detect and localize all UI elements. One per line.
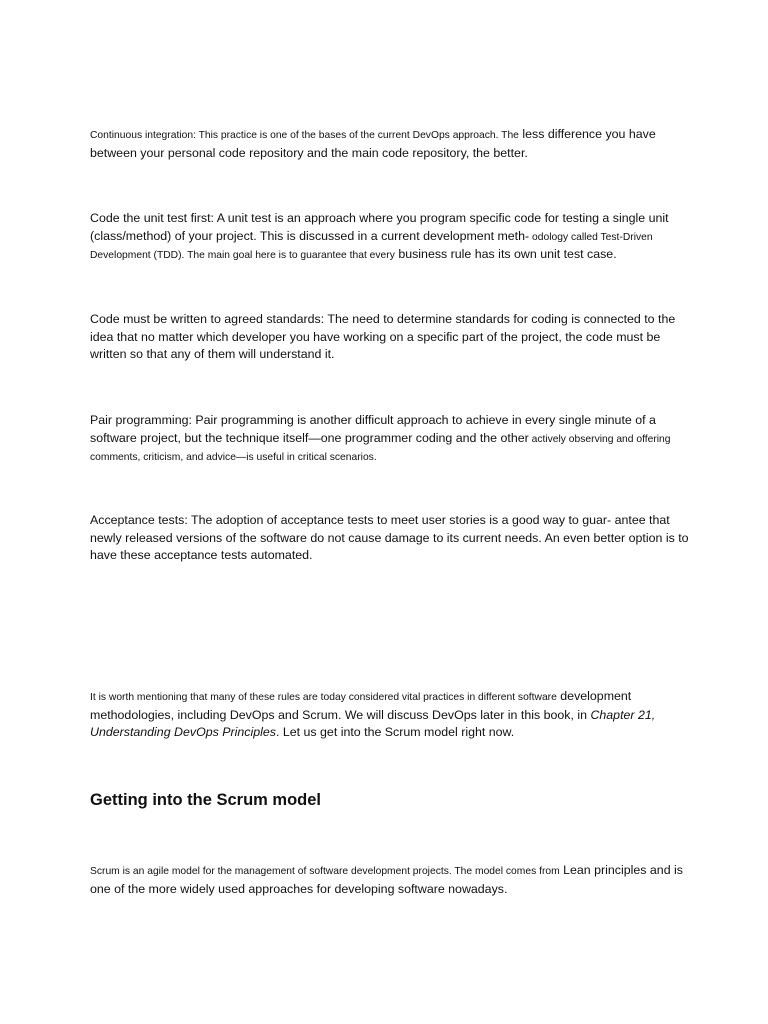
paragraph-text: less difference you have between your personal code repository and the main code repository, the better.: [90, 127, 656, 160]
paragraph-text-small: Continuous integration: This practice is one of the bases of the current DevOps approach. The: [90, 130, 519, 141]
paragraph-text: business rule has its own unit test case.: [394, 247, 617, 261]
paragraph-text: Pair programming: Pair programming is another difficult approach to achieve in every single minute of a software project, but the technique itself—one programmer coding and the other: [90, 413, 656, 445]
paragraph-text-small: It is worth mentioning that many of these rules are today considered vital practices in different software: [90, 692, 557, 703]
paragraph-pair-programming: [90, 412, 690, 467]
chapter-reference: Chapter 21, Understanding DevOps Principles: [90, 707, 656, 739]
paragraph-worth-mentioning: [90, 688, 690, 742]
paragraph-text: Code the unit test first: A unit test is an approach where you program specific code for testing a single unit (class/method) of your project. This is discussed in a current development meth-: [90, 211, 669, 243]
paragraph-text-small: actively observing and offering comments, criticism, and advice—is useful in critical scenarios.: [90, 433, 671, 463]
section-heading: Getting into the Scrum model: [90, 791, 322, 809]
paragraph-acceptance-tests: Acceptance tests: The adoption of acceptance tests to meet user stories is a good way to guar- antee that newly released versions of the software do not cause damage to its current needs. An even better option is to have these acceptance tests automated.: [90, 513, 689, 562]
paragraph-text-small: odology called Test-Driven Development (TDD). The main goal here is to guarantee that every: [90, 231, 653, 261]
paragraph-scrum-intro: [90, 862, 690, 898]
paragraph-text: Lean principles and is one of the more widely used approaches for developing software nowadays.: [90, 863, 683, 896]
paragraph-text-small: Scrum is an agile model for the management of software development projects. The model comes from: [90, 866, 560, 877]
paragraph-text: . Let us get into the Scrum model right now.: [275, 725, 515, 739]
paragraph-text: development methodologies, including DevOps and Scrum. We will discuss DevOps later in this book, in: [90, 689, 632, 722]
paragraph-agreed-standards: Code must be written to agreed standards: The need to determine standards for coding is connected to the idea that no matter which developer you have working on a specific part of the project, the code must be written so that any of them will understand it.: [90, 312, 676, 361]
paragraph-unit-test-first: [90, 210, 690, 265]
paragraph-continuous-integration: [90, 126, 690, 162]
